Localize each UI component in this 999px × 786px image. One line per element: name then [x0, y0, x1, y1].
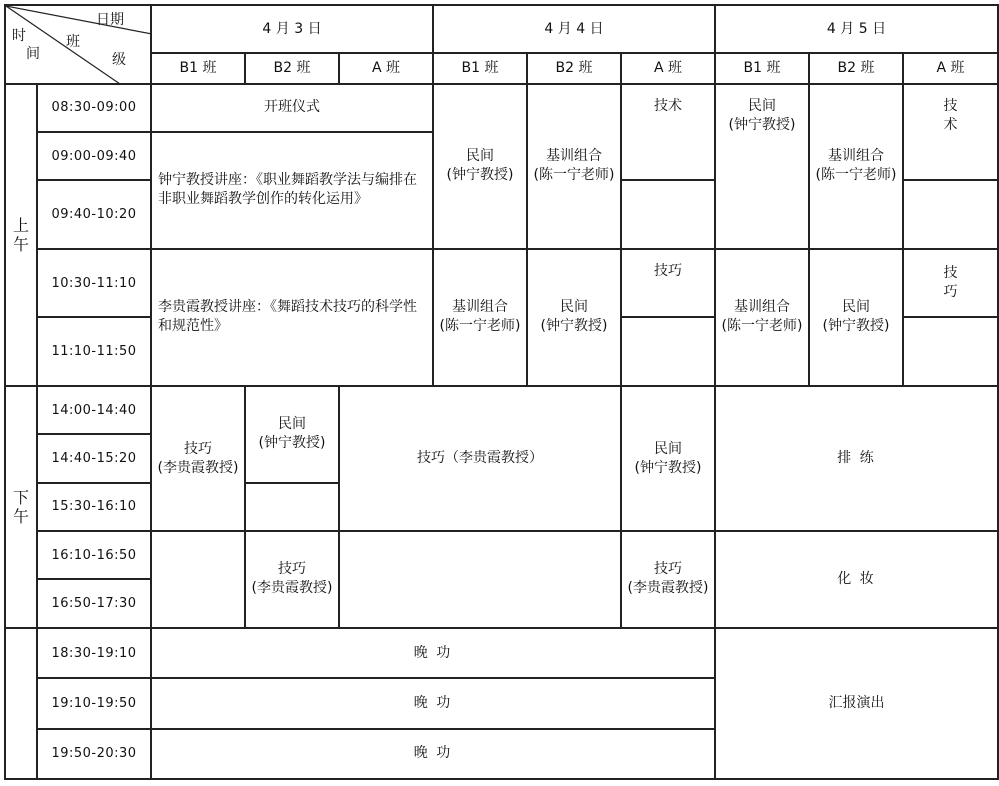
date-header-apr5: 4 月 5 日 — [715, 5, 998, 53]
evening-practice-cell: 晚 功 — [151, 729, 715, 779]
time-slot: 09:00-09:40 — [37, 132, 151, 180]
apr5-b2-folk-cell: 民间 (钟宁教授) — [809, 249, 903, 386]
apr5-b2-basic-training-cell: 基训组合 (陈一宁老师) — [809, 84, 903, 249]
corner-date-label: 日期 — [96, 12, 124, 28]
corner-class-label: 班 — [66, 34, 80, 50]
empty-cell — [903, 180, 998, 249]
class-header: B2 班 — [809, 53, 903, 83]
apr5-a-technique-cell: 技 术 — [903, 84, 998, 181]
time-slot: 19:50-20:30 — [37, 729, 151, 779]
class-header: B2 班 — [527, 53, 621, 83]
empty-cell — [621, 180, 715, 249]
period-evening — [5, 628, 37, 779]
time-slot: 08:30-09:00 — [37, 84, 151, 132]
apr4-b2-basic-training-cell: 基训组合 (陈一宁老师) — [527, 84, 621, 249]
apr5-rehearsal-cell: 排 练 — [715, 386, 998, 531]
lecture-li-cell: 李贵霞教授讲座：《舞蹈技术技巧的科学性和规范性》 — [151, 249, 433, 386]
apr3-a-apr4-skill-cell: 技巧（李贵霞教授） — [339, 386, 621, 531]
class-header: B1 班 — [151, 53, 245, 83]
time-slot: 16:50-17:30 — [37, 579, 151, 627]
class-header: B1 班 — [433, 53, 527, 83]
date-header-apr3: 4 月 3 日 — [151, 5, 433, 53]
apr4-b1-folk-cell: 民间 (钟宁教授) — [433, 84, 527, 249]
period-afternoon: 下 午 — [5, 386, 37, 628]
class-header: A 班 — [339, 53, 433, 83]
corner-time-label-2: 间 — [26, 46, 40, 62]
empty-cell — [903, 317, 998, 386]
apr4-b2-folk-cell: 民间 (钟宁教授) — [527, 249, 621, 386]
apr3-b2-folk-cell: 民间 (钟宁教授) — [245, 386, 339, 483]
time-slot: 14:00-14:40 — [37, 386, 151, 434]
empty-cell — [151, 531, 245, 628]
corner-class-label-2: 级 — [112, 52, 126, 68]
empty-cell — [339, 531, 621, 628]
apr4-a-technique-cell: 技术 — [621, 84, 715, 181]
period-morning: 上 午 — [5, 84, 37, 386]
class-header: A 班 — [621, 53, 715, 83]
class-header: A 班 — [903, 53, 998, 83]
date-header-apr4: 4 月 4 日 — [433, 5, 715, 53]
corner-time-label: 时 — [12, 28, 26, 44]
apr4-a-folk-cell: 民间 (钟宁教授) — [621, 386, 715, 531]
time-slot: 15:30-16:10 — [37, 483, 151, 531]
lecture-zhong-cell: 钟宁教授讲座：《职业舞蹈教学法与编排在非职业舞蹈教学创作的转化运用》 — [151, 132, 433, 249]
apr3-b1-skill-cell: 技巧 (李贵霞教授) — [151, 386, 245, 531]
apr5-b1-folk-cell: 民间 (钟宁教授) — [715, 84, 809, 249]
time-slot: 18:30-19:10 — [37, 628, 151, 678]
corner-header-cell — [5, 5, 151, 84]
apr5-makeup-cell: 化 妆 — [715, 531, 998, 628]
evening-practice-cell: 晚 功 — [151, 628, 715, 678]
class-header: B1 班 — [715, 53, 809, 83]
apr5-a-skill-cell: 技 巧 — [903, 249, 998, 318]
empty-cell — [621, 317, 715, 386]
apr4-a-skill-cell: 技巧 — [621, 249, 715, 318]
apr4-a-skill-li-cell: 技巧 (李贵霞教授) — [621, 531, 715, 628]
apr3-b2-skill-cell: 技巧 (李贵霞教授) — [245, 531, 339, 628]
time-slot: 11:10-11:50 — [37, 317, 151, 386]
apr4-b1-basic-training-cell: 基训组合 (陈一宁老师) — [433, 249, 527, 386]
time-slot: 14:40-15:20 — [37, 434, 151, 482]
empty-cell — [245, 483, 339, 531]
evening-practice-cell: 晚 功 — [151, 678, 715, 728]
schedule-table — [4, 4, 999, 780]
time-slot: 19:10-19:50 — [37, 678, 151, 728]
opening-ceremony-cell: 开班仪式 — [151, 84, 433, 132]
time-slot: 16:10-16:50 — [37, 531, 151, 579]
time-slot: 09:40-10:20 — [37, 180, 151, 249]
class-header: B2 班 — [245, 53, 339, 83]
time-slot: 10:30-11:10 — [37, 249, 151, 318]
showcase-cell: 汇报演出 — [715, 628, 998, 779]
apr5-b1-basic-training-cell: 基训组合 (陈一宁老师) — [715, 249, 809, 386]
